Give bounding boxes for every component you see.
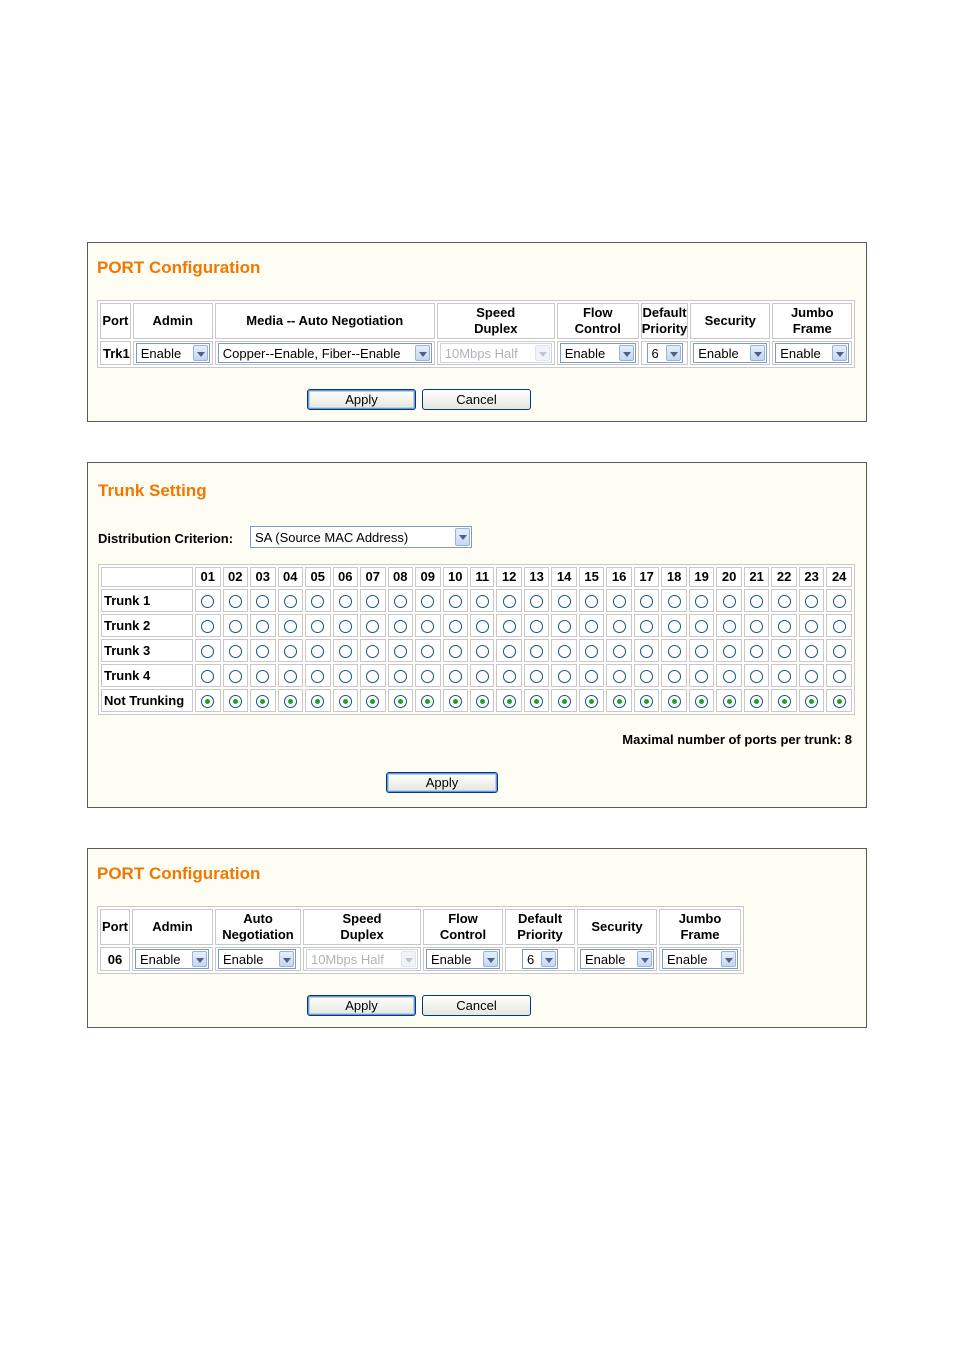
trunk-radio-13[interactable] bbox=[530, 595, 543, 608]
trunk-radio-14[interactable] bbox=[558, 695, 571, 708]
trunk-radio-09[interactable] bbox=[421, 670, 434, 683]
port-header-20: 20 bbox=[716, 567, 742, 587]
trunk-radio-24[interactable] bbox=[833, 695, 846, 708]
port-header-06: 06 bbox=[333, 567, 359, 587]
trunk-radio-18[interactable] bbox=[668, 645, 681, 658]
trunk-radio-20[interactable] bbox=[723, 595, 736, 608]
trunk-radio-22[interactable] bbox=[778, 695, 791, 708]
trunk-radio-12[interactable] bbox=[503, 620, 516, 633]
default-priority-select[interactable]: 6 bbox=[522, 949, 558, 969]
cancel-button[interactable]: Cancel bbox=[422, 995, 531, 1016]
trunk-radio-15[interactable] bbox=[585, 670, 598, 683]
trunk-radio-13[interactable] bbox=[530, 645, 543, 658]
trunk-row-label: Not Trunking bbox=[101, 689, 193, 712]
port-header-16: 16 bbox=[606, 567, 632, 587]
port-header-08: 08 bbox=[388, 567, 414, 587]
trunk-radio-13[interactable] bbox=[530, 620, 543, 633]
trunk-radio-15[interactable] bbox=[585, 595, 598, 608]
trunk-radio-05[interactable] bbox=[311, 695, 324, 708]
trunk-radio-11[interactable] bbox=[476, 645, 489, 658]
trunk-radio-19[interactable] bbox=[695, 695, 708, 708]
trunk-radio-19[interactable] bbox=[695, 670, 708, 683]
port-header-17: 17 bbox=[634, 567, 660, 587]
trunk-radio-17[interactable] bbox=[640, 670, 653, 683]
trunk-row-label: Trunk 4 bbox=[101, 664, 193, 687]
trunk-radio-16[interactable] bbox=[613, 670, 626, 683]
trunk-radio-10[interactable] bbox=[449, 595, 462, 608]
trunk-radio-10[interactable] bbox=[449, 695, 462, 708]
port-header-15: 15 bbox=[579, 567, 605, 587]
chevron-down-icon bbox=[401, 951, 416, 967]
header-auto-negotiation: Auto Negotiation bbox=[215, 909, 301, 945]
trunk-radio-03[interactable] bbox=[256, 645, 269, 658]
trunk-radio-08[interactable] bbox=[394, 695, 407, 708]
header-security: Security bbox=[690, 303, 770, 339]
trunk-radio-07[interactable] bbox=[366, 620, 379, 633]
port-header-07: 07 bbox=[360, 567, 386, 587]
trunk-radio-14[interactable] bbox=[558, 595, 571, 608]
trunk-radio-15[interactable] bbox=[585, 695, 598, 708]
speed-duplex-select: 10Mbps Half bbox=[306, 949, 418, 969]
trunk-radio-18[interactable] bbox=[668, 620, 681, 633]
trunk-radio-23[interactable] bbox=[805, 695, 818, 708]
trunk-apply-button[interactable]: Apply bbox=[386, 772, 498, 793]
port-header-03: 03 bbox=[250, 567, 276, 587]
trunk-radio-04[interactable] bbox=[284, 620, 297, 633]
trunk-radio-17[interactable] bbox=[640, 695, 653, 708]
trunk-row bbox=[101, 689, 852, 712]
jumbo-frame-select[interactable]: Enable bbox=[662, 949, 738, 969]
port-header-23: 23 bbox=[799, 567, 825, 587]
header-admin: Admin bbox=[132, 909, 213, 945]
port-config-title-2: PORT Configuration bbox=[97, 864, 261, 883]
chevron-down-icon bbox=[455, 528, 470, 546]
header-default-priority: Default Priority bbox=[641, 303, 689, 339]
trunk-row bbox=[101, 664, 852, 687]
trunk-radio-12[interactable] bbox=[503, 695, 516, 708]
trunk-radio-09[interactable] bbox=[421, 645, 434, 658]
trunk-radio-21[interactable] bbox=[750, 620, 763, 633]
trunk-radio-21[interactable] bbox=[750, 670, 763, 683]
trunk-radio-19[interactable] bbox=[695, 595, 708, 608]
trunk-radio-21[interactable] bbox=[750, 695, 763, 708]
admin-select[interactable]: Enable bbox=[136, 343, 210, 363]
trunk-radio-01[interactable] bbox=[201, 695, 214, 708]
trunk-radio-02[interactable] bbox=[229, 670, 242, 683]
trunk-radio-10[interactable] bbox=[449, 645, 462, 658]
header-security: Security bbox=[577, 909, 657, 945]
port-header-14: 14 bbox=[551, 567, 577, 587]
trunk-radio-22[interactable] bbox=[778, 620, 791, 633]
trunk-row-label: Trunk 1 bbox=[101, 589, 193, 612]
trunk-radio-08[interactable] bbox=[394, 620, 407, 633]
trunk-radio-03[interactable] bbox=[256, 620, 269, 633]
apply-button[interactable]: Apply bbox=[307, 389, 416, 410]
trunk-radio-14[interactable] bbox=[558, 620, 571, 633]
trunk-radio-17[interactable] bbox=[640, 620, 653, 633]
trunk-radio-16[interactable] bbox=[613, 645, 626, 658]
chevron-down-icon bbox=[193, 345, 208, 361]
trunk-radio-10[interactable] bbox=[449, 620, 462, 633]
port-config-table-2 bbox=[97, 906, 744, 974]
trunk-radio-22[interactable] bbox=[778, 595, 791, 608]
trunk-radio-07[interactable] bbox=[366, 695, 379, 708]
trunk-radio-01[interactable] bbox=[201, 620, 214, 633]
trunk-row bbox=[101, 589, 852, 612]
trunk-radio-12[interactable] bbox=[503, 670, 516, 683]
trunk-row-label: Trunk 3 bbox=[101, 639, 193, 662]
auto-negotiation-select[interactable]: Enable bbox=[218, 949, 296, 969]
header-default-priority: Default Priority bbox=[505, 909, 575, 945]
port-config-panel-2 bbox=[87, 848, 867, 1028]
trunk-radio-10[interactable] bbox=[449, 670, 462, 683]
chevron-down-icon bbox=[832, 345, 847, 361]
trunk-radio-11[interactable] bbox=[476, 595, 489, 608]
trunk-radio-13[interactable] bbox=[530, 695, 543, 708]
trunk-radio-22[interactable] bbox=[778, 645, 791, 658]
apply-button[interactable]: Apply bbox=[307, 995, 416, 1016]
trunk-radio-06[interactable] bbox=[339, 670, 352, 683]
trunk-radio-03[interactable] bbox=[256, 670, 269, 683]
chevron-down-icon bbox=[619, 345, 634, 361]
trunk-radio-02[interactable] bbox=[229, 595, 242, 608]
trunk-radio-16[interactable] bbox=[613, 695, 626, 708]
trunk-radio-06[interactable] bbox=[339, 595, 352, 608]
trunk-radio-07[interactable] bbox=[366, 645, 379, 658]
trunk-radio-20[interactable] bbox=[723, 620, 736, 633]
trunk-radio-12[interactable] bbox=[503, 595, 516, 608]
trunk-radio-23[interactable] bbox=[805, 595, 818, 608]
trunk-radio-23[interactable] bbox=[805, 670, 818, 683]
header-media: Media -- Auto Negotiation bbox=[215, 303, 435, 339]
trunk-radio-14[interactable] bbox=[558, 645, 571, 658]
header-flow-control: Flow Control bbox=[423, 909, 503, 945]
trunk-radio-02[interactable] bbox=[229, 695, 242, 708]
trunk-setting-panel bbox=[87, 462, 867, 808]
port-header-11: 11 bbox=[470, 567, 494, 587]
trunk-radio-04[interactable] bbox=[284, 670, 297, 683]
trunk-radio-17[interactable] bbox=[640, 595, 653, 608]
chevron-down-icon bbox=[415, 345, 430, 361]
trunk-radio-18[interactable] bbox=[668, 670, 681, 683]
header-jumbo-frame: Jumbo Frame bbox=[659, 909, 741, 945]
port-header-18: 18 bbox=[661, 567, 687, 587]
trunk-radio-01[interactable] bbox=[201, 645, 214, 658]
chevron-down-icon bbox=[750, 345, 765, 361]
trunk-radio-13[interactable] bbox=[530, 670, 543, 683]
trunk-radio-24[interactable] bbox=[833, 645, 846, 658]
port-id: Trk1 bbox=[100, 341, 131, 365]
trunk-row-label: Trunk 2 bbox=[101, 614, 193, 637]
trunk-radio-05[interactable] bbox=[311, 645, 324, 658]
port-header-01: 01 bbox=[195, 567, 221, 587]
trunk-radio-19[interactable] bbox=[695, 620, 708, 633]
chevron-down-icon bbox=[192, 951, 207, 967]
header-speed-duplex: Speed Duplex bbox=[303, 909, 421, 945]
trunk-row bbox=[101, 614, 852, 637]
port-header-19: 19 bbox=[689, 567, 715, 587]
trunk-radio-09[interactable] bbox=[421, 695, 434, 708]
port-config-title-1: PORT Configuration bbox=[97, 258, 261, 277]
speed-duplex-select: 10Mbps Half bbox=[440, 343, 552, 363]
trunk-radio-18[interactable] bbox=[668, 595, 681, 608]
port-header-09: 09 bbox=[415, 567, 441, 587]
trunk-setting-title: Trunk Setting bbox=[98, 481, 207, 500]
header-port: Port bbox=[100, 909, 130, 945]
distribution-criterion-label: Distribution Criterion: bbox=[98, 531, 234, 546]
trunk-radio-05[interactable] bbox=[311, 670, 324, 683]
trunk-radio-21[interactable] bbox=[750, 645, 763, 658]
port-header-04: 04 bbox=[278, 567, 304, 587]
trunk-radio-24[interactable] bbox=[833, 595, 846, 608]
port-header-21: 21 bbox=[744, 567, 770, 587]
trunk-radio-14[interactable] bbox=[558, 670, 571, 683]
default-priority-select[interactable]: 6 bbox=[647, 343, 683, 363]
chevron-down-icon bbox=[483, 951, 498, 967]
trunk-radio-15[interactable] bbox=[585, 645, 598, 658]
trunk-radio-11[interactable] bbox=[476, 620, 489, 633]
trunk-radio-04[interactable] bbox=[284, 695, 297, 708]
chevron-down-icon bbox=[279, 951, 294, 967]
trunk-radio-09[interactable] bbox=[421, 595, 434, 608]
security-select[interactable]: Enable bbox=[693, 343, 767, 363]
max-ports-note: Maximal number of ports per trunk: 8 bbox=[622, 732, 852, 747]
port-header-10: 10 bbox=[443, 567, 469, 587]
trunk-radio-03[interactable] bbox=[256, 595, 269, 608]
chevron-down-icon bbox=[721, 951, 736, 967]
port-header-12: 12 bbox=[496, 567, 522, 587]
trunk-radio-06[interactable] bbox=[339, 695, 352, 708]
port-header-02: 02 bbox=[223, 567, 249, 587]
trunk-radio-01[interactable] bbox=[201, 595, 214, 608]
trunk-radio-06[interactable] bbox=[339, 645, 352, 658]
flow-control-select[interactable]: Enable bbox=[426, 949, 500, 969]
jumbo-frame-select[interactable]: Enable bbox=[775, 343, 849, 363]
trunk-radio-17[interactable] bbox=[640, 645, 653, 658]
chevron-down-icon bbox=[541, 951, 556, 967]
trunk-radio-20[interactable] bbox=[723, 670, 736, 683]
trunk-radio-06[interactable] bbox=[339, 620, 352, 633]
trunk-radio-23[interactable] bbox=[805, 620, 818, 633]
header-admin: Admin bbox=[133, 303, 213, 339]
trunk-radio-22[interactable] bbox=[778, 670, 791, 683]
flow-control-select[interactable]: Enable bbox=[560, 343, 636, 363]
port-header-13: 13 bbox=[524, 567, 550, 587]
port-id: 06 bbox=[100, 947, 130, 971]
trunk-radio-08[interactable] bbox=[394, 595, 407, 608]
trunk-radio-09[interactable] bbox=[421, 620, 434, 633]
trunk-radio-05[interactable] bbox=[311, 595, 324, 608]
trunk-radio-16[interactable] bbox=[613, 595, 626, 608]
trunk-radio-05[interactable] bbox=[311, 620, 324, 633]
header-port: Port bbox=[100, 303, 131, 339]
trunk-radio-02[interactable] bbox=[229, 620, 242, 633]
trunk-radio-11[interactable] bbox=[476, 695, 489, 708]
header-speed-duplex: Speed Duplex bbox=[437, 303, 555, 339]
chevron-down-icon bbox=[535, 345, 550, 361]
trunk-radio-02[interactable] bbox=[229, 645, 242, 658]
trunk-radio-21[interactable] bbox=[750, 595, 763, 608]
cancel-button[interactable]: Cancel bbox=[422, 389, 531, 410]
trunk-radio-16[interactable] bbox=[613, 620, 626, 633]
trunk-radio-01[interactable] bbox=[201, 670, 214, 683]
port-header-05: 05 bbox=[305, 567, 331, 587]
media-auto-negotiation-select[interactable]: Copper--Enable, Fiber--Enable bbox=[218, 343, 432, 363]
trunk-radio-20[interactable] bbox=[723, 695, 736, 708]
trunk-radio-03[interactable] bbox=[256, 695, 269, 708]
admin-select[interactable]: Enable bbox=[135, 949, 209, 969]
header-jumbo-frame: Jumbo Frame bbox=[772, 303, 852, 339]
trunk-radio-04[interactable] bbox=[284, 645, 297, 658]
port-config-table-1 bbox=[97, 300, 855, 368]
chevron-down-icon bbox=[666, 345, 681, 361]
trunk-radio-24[interactable] bbox=[833, 670, 846, 683]
trunk-radio-18[interactable] bbox=[668, 695, 681, 708]
trunk-radio-08[interactable] bbox=[394, 670, 407, 683]
trunk-row bbox=[101, 639, 852, 662]
port-config-panel-1 bbox=[87, 242, 867, 422]
trunk-corner-cell bbox=[101, 567, 193, 587]
distribution-criterion-select[interactable]: SA (Source MAC Address) bbox=[250, 526, 472, 548]
trunk-radio-07[interactable] bbox=[366, 670, 379, 683]
trunk-radio-08[interactable] bbox=[394, 645, 407, 658]
security-select[interactable]: Enable bbox=[580, 949, 654, 969]
trunk-radio-19[interactable] bbox=[695, 645, 708, 658]
trunk-radio-07[interactable] bbox=[366, 595, 379, 608]
trunk-radio-23[interactable] bbox=[805, 645, 818, 658]
trunk-radio-11[interactable] bbox=[476, 670, 489, 683]
trunk-radio-04[interactable] bbox=[284, 595, 297, 608]
trunk-radio-20[interactable] bbox=[723, 645, 736, 658]
trunk-radio-15[interactable] bbox=[585, 620, 598, 633]
trunk-radio-24[interactable] bbox=[833, 620, 846, 633]
port-header-24: 24 bbox=[826, 567, 852, 587]
trunk-table bbox=[98, 564, 855, 715]
header-flow-control: Flow Control bbox=[557, 303, 639, 339]
trunk-radio-12[interactable] bbox=[503, 645, 516, 658]
port-header-22: 22 bbox=[771, 567, 797, 587]
chevron-down-icon bbox=[637, 951, 652, 967]
